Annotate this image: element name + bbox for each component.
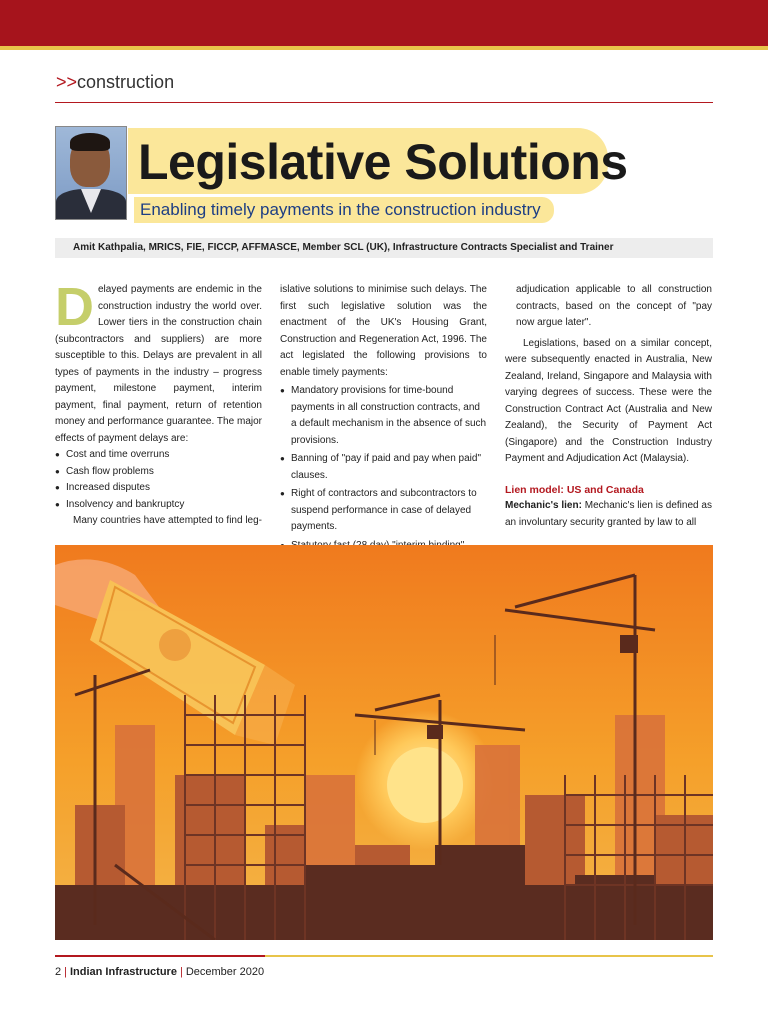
col1-para2: Many countries have attempted to find leg- bbox=[73, 515, 262, 526]
footer-rule-accent bbox=[55, 955, 265, 957]
section-rule bbox=[55, 102, 713, 103]
drop-cap: D bbox=[55, 277, 94, 337]
top-banner-accent bbox=[0, 46, 768, 50]
col1-para1: elayed payments are endemic in the construction industry the world over. Lower tiers in the construction chain (subcontractors and suppliers) are more susceptible to this. Delays are prevalent in all types of payments in the industry – progress payment, milestone payment, interim payment, final payment, return of retention money and performance guarantee. The major effects of payment delays are: bbox=[55, 284, 262, 444]
effects-list bbox=[55, 447, 262, 513]
article-subtitle: Enabling timely payments in the construction industry bbox=[140, 200, 541, 219]
section-name: construction bbox=[77, 72, 175, 92]
col2-para1: islative solutions to minimise such delays. The first such legislative solution was the enactment of the UK's Housing Grant, Construction and Regeneration Act, 1996. The act legislated the following provisions to enable timely payments: bbox=[280, 284, 487, 378]
page-footer: 2 | Indian Infrastructure | December 2020 bbox=[55, 966, 265, 978]
page-number: 2 bbox=[55, 966, 62, 978]
list-item: ● Cash flow problems bbox=[55, 464, 262, 481]
section-heading: Lien model: US and Canada bbox=[505, 483, 644, 496]
section-arrows: >> bbox=[56, 72, 78, 92]
col3-para1: Legislations, based on a similar concept, were subsequently enacted in Australia, New Zealand, Ireland, Singapore and Malaysia with varying degrees of success. These were the Construction Contract Act (Australia and New Zealand), the Security of Payment Act (Singapore) and the Construction Industry Payment and Adjudication Act (Malaysia). bbox=[505, 337, 712, 464]
list-item: ● Mandatory provisions for time-bound payments in all construction contracts, and a default mechanism in the absence of such provisions. bbox=[280, 383, 487, 449]
issue-date: December 2020 bbox=[185, 966, 265, 978]
list-item: ● Right of contractors and subcontractors to suspend performance in case of delayed payments. bbox=[280, 486, 487, 536]
lead-term: Mechanic's lien: bbox=[505, 500, 582, 511]
author-photo bbox=[55, 126, 127, 220]
column-3 bbox=[505, 282, 712, 531]
list-item: ● Insolvency and bankruptcy bbox=[55, 497, 262, 514]
construction-illustration bbox=[55, 545, 713, 940]
magazine-name: Indian Infrastructure bbox=[69, 966, 177, 978]
article-title: Legislative Solutions bbox=[138, 134, 628, 190]
col3-para2: Mechanic's lien is defined as an involuntary security granted by law to all bbox=[505, 500, 712, 528]
list-item: ● Banning of "pay if paid and pay when paid" clauses. bbox=[280, 451, 487, 484]
list-item: ● Increased disputes bbox=[55, 480, 262, 497]
list-item: ● Cost and time overruns bbox=[55, 447, 262, 464]
column-2 bbox=[280, 282, 487, 554]
column-1 bbox=[55, 277, 262, 530]
top-banner bbox=[0, 0, 768, 46]
col3-continuation: adjudication applicable to all construction contracts, based on the concept of "pay now argue later". bbox=[516, 284, 712, 328]
section-label bbox=[56, 72, 174, 93]
author-byline: Amit Kathpalia, MRICS, FIE, FICCP, AFFMASCE, Member SCL (UK), Infrastructure Contracts Specialist and Trainer bbox=[55, 238, 713, 258]
provisions-list bbox=[280, 383, 487, 554]
